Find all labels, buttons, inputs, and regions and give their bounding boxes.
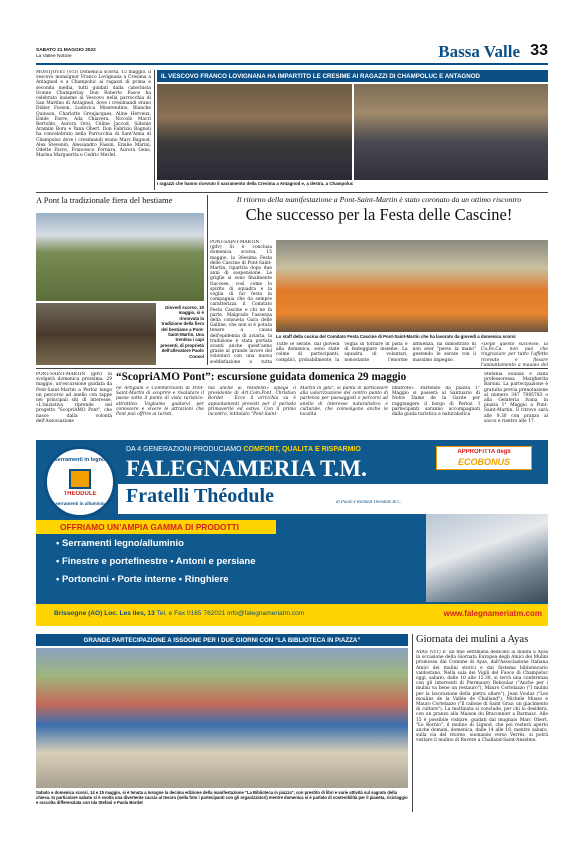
photo-fiera-bestiame [36,213,204,301]
ad-brand: FALEGNAMERIA T.M. [126,456,367,481]
ad-sub: Fratelli Théodule [126,485,274,507]
article-scopriamo-col-3: ma anche ai residenti» spiega il presidente di Art.Com.Pont, Christian Bordet - Ecco il arricchia su è appuntamenti previsti per il periodo primaverile ed estivo. Con il primo incontro, intitolato "Pont-Saint- [208,386,296,418]
column-divider [412,634,413,812]
header-date: SABATO 21 MAGGIO 2022 [36,48,96,53]
photo-cascine-staff [276,240,548,332]
article-cresime-text: MONTJOVET (vc1) Domenica scorsa, 15 maggio, il vescovo monsignor Franco Lovignana a Cresima a Antagnod e a Champoluc ai ragazzi di prima e seconda media, tutti guidati dalla catechista Ivonne Champeriay. Don Roberto Fasce ha celebrato insieme al Vescovo nella parrocchia di San Martino di Antagnod, dove i cresimandi erano Didier Fosson, Ludovica Miserendino, Blanche Quinson, Charlotte Greujacques, Aline Herveux, Emile Favre, Ada Chiavera. Niccolò Macri Bertoldo, Aurora Orsi, Céline Jaccod, Sidonie Aramini Bora e Yann Obert. Don Fabrizio Bagnoli ha concelebrato nella Parrocchia di Sant'Anna di Champoluc dove i cresimandi erano Marc Bagnod, Alex Stevenin, Alessandro Fassin, Emilie Marini, Odette Favre, Francesco Fornara, Aurora Gens, Marina Marguerita e Cedric Merlet. [36,70,151,159]
ad-address-text: Brissogne (AO) Loc. Les Iles, 13 [54,610,155,617]
photo-fiera-bovini [36,303,156,365]
article-scopriamo-col-5: limitrofe». Partendo da piazza 1° Maggio si passerà al Santuario di Notre Dame de la Garde per raggiungere il borgo di Perloz. I partecipanti saranno accompagnati dalla guida turistica e naturalistica [392,386,480,418]
photo-cresime-antagnod [157,84,352,180]
photo-cresime-champoluc [354,84,548,180]
article-fiera-title: A Pont la tradizionale fiera del bestiame [36,195,173,205]
ad-badge [44,446,116,518]
photo-caption-cresime: I ragazzi che hanno ricevuto il sacramento della Cresima a Antagnod e, a destra, a Champoluc [157,181,354,186]
ad-website-link[interactable]: www.falegnameriatm.com [443,609,542,618]
ad-badge-bottom: serramenti in alluminio [55,501,105,506]
article-scopriamo-col-4: Martin in gita", si punta in particolare alla valorizzazione del centro punto di partenza per paesaggisti e percorsi ad anello di interesse naturalistico e culturale, che coinvolgono anche le località [300,386,388,418]
section-title: Bassa Valle [438,42,520,61]
ad-window-photo [426,514,548,602]
page-number: 33 [530,42,548,59]
ad-falegnameria[interactable] [36,440,548,626]
ad-sub-small: di Paolo e Rolland Théodule & C. [336,500,402,505]
window-icon [69,469,91,489]
article-scopriamo-col-6: Stefania Soudaz e dalla professoressa Margherita Barsini. La partecipazione è gratuita previa prenotazione al numero 347 7085783 o alla Gelateria Ivana in piazza 1° Maggio a Pont-Saint-Martin. Il ritrovo sarà alle 9.30 con pranzo al sacco e rientro alle 17. [484,372,548,424]
article-scopriamo-title: “ScopriAMO Pont”: escursione guidata domenica 29 maggio [116,371,407,383]
photo-caption-biblioteca: Sabato e domenica scorsi, 14 e 15 maggio, si è tenuta a Issogne la decima edizione della manifestazione "La Biblioteca in piazza", con prestito di libri e varie attività sul sagrato della chiesa. In particolare sabato si è svolta una divertente caccia al tesoro (nella foto i partecipanti con gli organizzatori) mentre domenica si è parlato di sostenibilità per il pianeta, riciclaggio e raccolta differenziata con Ida Stefani e Paola Bordet [36,790,408,806]
photo-biblioteca-group [36,648,408,788]
article-scopriamo-col-1: PONT-SAINT-MARTIN (gdv) Si svolgerà domenica prossima, 29 maggio, un'escursione guidata da Pont-Saint-Martin a Perloz lungo un percorso ad anello con tappe nei principali siti di interesse. «L'iniziativa riprende nel progetto "ScopriAMO Pont", che nasce dalla volontà dell'Associazione [36,372,112,424]
article-biblioteca-title: GRANDE PARTECIPAZIONE A ISSOGNE PER I DUE GIORNI CON “LA BIBLIOTECA IN PIAZZA” [36,634,408,646]
article-cascine-text-2: Tutte le serate, dal giovedì alla domenica, sono state colme di partecipanti, complici, probabilmente, la voglia di tornare in pista e di festeggiare insieme. La squadra di volontari, nonostante l'enorme affluenza, ha dimostrato di non aver "perso la mano" gestendo le serate con il massimo impegno. [276,342,476,363]
column-divider [154,70,155,190]
ad-headline [126,446,426,453]
ad-bullet-3: • Portoncini • Porte interne • Ringhiere [56,574,229,585]
section-rule [36,192,548,193]
header-rule [36,63,548,65]
ad-contacts: Tel. e Fax 0165 762021 info@falegnameriatm.com [156,610,305,617]
ad-offer: OFFRIAMO UN’AMPIA GAMMA DI PRODOTTI [36,520,276,534]
column-divider [207,195,208,365]
ad-bullet-1: • Serramenti legno/alluminio [56,538,184,549]
article-mulini-title: Giornata dei mulini a Ayas [416,634,529,645]
photo-caption-fiera: Giovedì scorso, 19 maggio, si è rinnovata la tradizione della fiera del bestiame a Pont-Saint-Martin. Una trentina i capi presenti, di proprietà dell'allevatore Paolo Consol [160,305,204,359]
photo-caption-cascine: Lo staff della cucina del Comitato Festa Cascine di Pont-Saint-Martin che ha lavorato da giovedì a domenica scorsi [276,334,516,339]
section-rule [36,368,548,369]
article-cascine-title: Che successo per la Festa delle Cascine! [245,205,513,224]
ad-ecobonus-box [436,446,532,470]
article-cascine-kicker: Il ritorno della manifestazione a Pont-Saint-Martin è stato coronato da un ottimo riscontro [236,195,522,204]
header-paper: La Vallée Notizie [36,54,72,59]
ad-ecobonus: ECOBONUS [457,457,510,467]
ad-address [54,610,374,617]
ad-badge-brand: THÉODULE [63,491,97,497]
article-cresime-title: IL VESCOVO FRANCO LOVIGNANA HA IMPARTITO LE CRESIME AI RAGAZZI DI CHAMPOLUC E ANTAGNOD [157,70,548,82]
ad-bullet-2: • Finestre e portefinestre • Antoni e persiane [56,556,256,567]
article-cascine-text-3: «Dopo questo successo, la Cu.Fe.Ca. non può che ringraziare per tutto l'affetto ricevuto e fissare l'appuntamento a maggio del [481,342,548,366]
article-mulini-text: AYAS (vc1) E' un fine settimana dedicato ai mulini a Ayas in occasione della Giornata Europea degli Amici dei Mulini promossa dal Comune di Ayas, dall'Associazione Italiana Amici dei mulini storici e dal Sistema bibliotecario valdostano. Nella sala dei Vigili del Fuoco di Champoluc oggi, sabato, dalle 10 alle 12.30, si terrà una conferenza con gli interventi di Piermauro Reboulaz ("Anche per i mulini va bene un restauro"), Mauro Cortelazzo ("I mulini per la lavorazione della pietra ollare"), Jean Voulaz ("Les moulins de la Vallée de Challand"), Michele Musso e Mauro Cortelazzo ("Il rallone di Saint Graz: un giacimento di culture"). La mattinata si conclude, per chi lo desidera, con un pranzo alla Maison du Braconnier a Barmasc. Alle 15 è possibile visitare, guidati dal mugnaio Marc Obert, "Lo Bornio", il mulino di Lignod, che poi resterà aperto anche domani, domenica, dalle 14 alle 18, mentre sabato, sulla via del ritorno, suonando verso Verrès, si potrà visitare il mulino di Ruvère a Challand-Saint-Anselme. [416,650,548,744]
article-scopriamo-col-2: ne Artigiani e Commercianti di Pont-Saint-Martin di scoprire e rivalutare il paese sotto il punto di vista turistico-attrattivo. Vogliamo guidarvi per conoscere e vivere le attrazioni che Pont può offrire ai turisti, [116,386,204,418]
ad-headline-highlight: COMFORT, QUALITÀ E RISPARMIO [243,446,361,453]
ad-approfitta: APPROFITTA degli [457,449,511,455]
ad-headline-pre: DA 4 GENERAZIONI PRODUCIAMO [126,446,242,453]
article-cascine-text-1: PONT-SAINT-MARTIN (gdv) Si è conclusa domenica scorsa, 15 maggio, la 36esima Festa delle Cascine di Pont-Saint-Martin, ripartita dopo due anni di sospensione. Le griglie si sono finalmente riaccese, così come lo spirito di squadra e la voglia di far festa in compagnia che da sempre caratterizza il Comitato Festa Cascine e chi ne fa parte. Malgrado l'assenza della consueta Gara delle Galline, che non si è potuta tenere a causa dell'epidemia di aviaria, la tradizione è stata portata avanti anche quest'anno grazie al grande lavoro del volontari con una nuova soddisfazione a tutta [210,240,272,365]
ad-badge-top: serramenti in legno [54,457,106,463]
